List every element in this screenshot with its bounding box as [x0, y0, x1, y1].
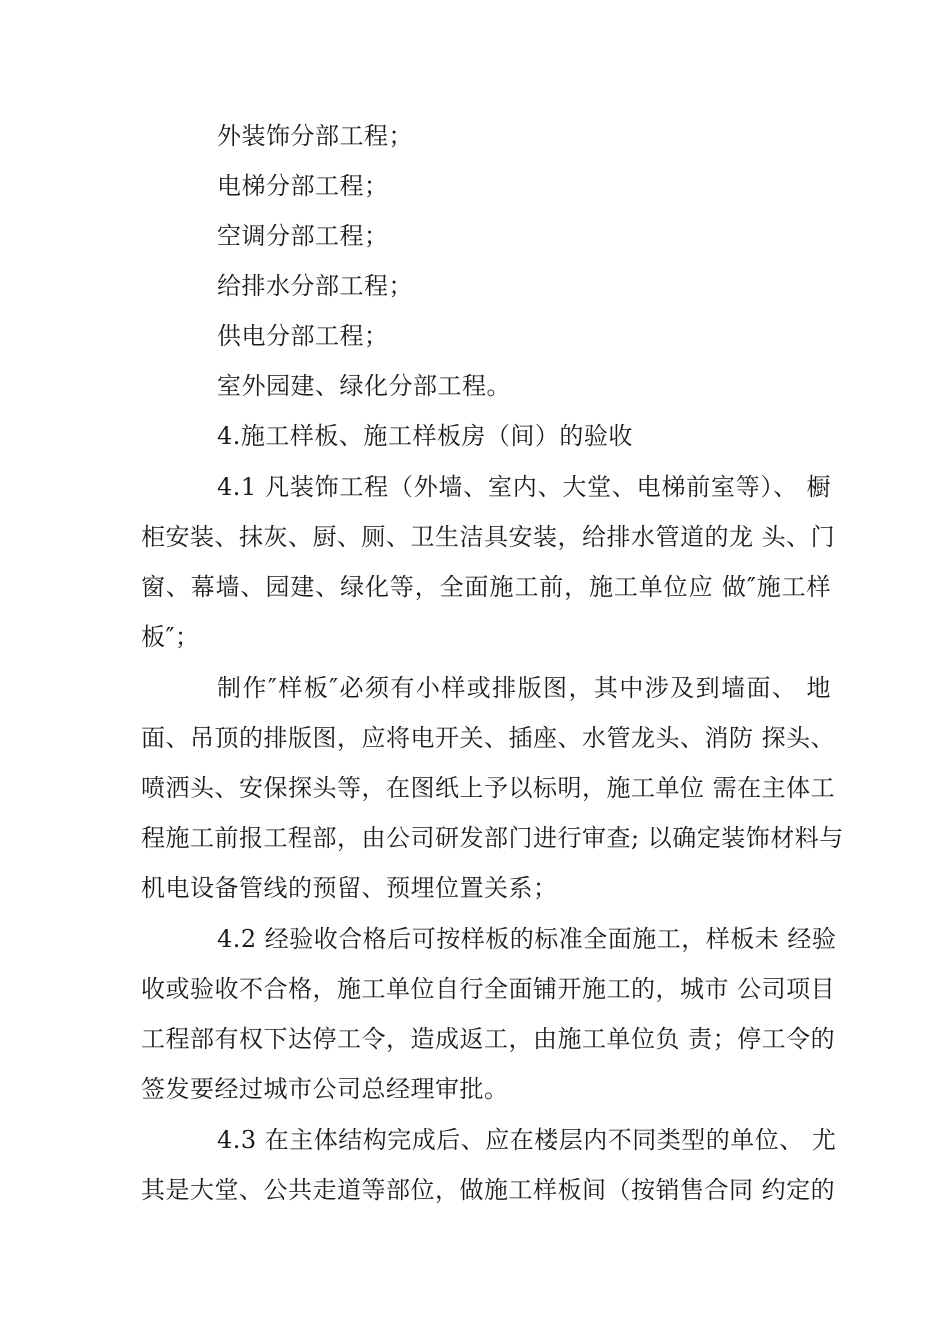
paragraph-sample-line-3: 喷洒头、安保探头等，在图纸上予以标明，施工单位 需在主体工 — [141, 774, 836, 802]
list-item-landscaping: 室外园建、绿化分部工程。 — [217, 372, 511, 400]
paragraph-4-1-line-3: 窗、幕墙、园建、绿化等，全面施工前，施工单位应 做″施工样 — [141, 573, 831, 601]
paragraph-sample-line-1: 制作″样板″必须有小样或排版图，其中涉及到墙面、 地 — [217, 674, 831, 702]
paragraph-sample-line-5: 机电设备管线的预留、预埋位置关系； — [141, 874, 558, 902]
paragraph-4-2-line-2: 收或验收不合格，施工单位自行全面铺开施工的，城市 公司项目 — [141, 975, 836, 1003]
list-item-water-supply-drainage: 给排水分部工程； — [217, 272, 413, 300]
section-heading-4: 4.施工样板、施工样板房（间）的验收 — [217, 422, 633, 450]
paragraph-4-1-line-1: 4.1 凡装饰工程（外墙、室内、大堂、电梯前室等）、 橱 — [217, 473, 831, 501]
paragraph-4-1-line-2: 柜安装、抹灰、厨、厕、卫生洁具安装，给排水管道的龙 头、门 — [141, 523, 836, 551]
paragraph-4-2-line-1: 4.2 经验收合格后可按样板的标准全面施工，样板未 经验 — [217, 925, 837, 953]
list-item-power-supply: 供电分部工程； — [217, 322, 389, 350]
paragraph-4-2-line-3: 工程部有权下达停工令，造成返工，由施工单位负 责；停工令的 — [141, 1025, 836, 1053]
paragraph-4-3-line-1: 4.3 在主体结构完成后、应在楼层内不同类型的单位、 尤 — [217, 1126, 837, 1154]
paragraph-4-1-line-4: 板″； — [141, 623, 200, 651]
list-item-exterior-decoration: 外装饰分部工程； — [217, 122, 413, 150]
paragraph-4-2-line-4: 签发要经过城市公司总经理审批。 — [141, 1075, 509, 1103]
paragraph-sample-line-4: 程施工前报工程部，由公司研发部门进行审查; 以确定装饰材料与 — [141, 824, 844, 852]
list-item-elevator: 电梯分部工程； — [217, 172, 389, 200]
list-item-air-conditioning: 空调分部工程； — [217, 222, 389, 250]
paragraph-4-3-line-2: 其是大堂、公共走道等部位，做施工样板间（按销售合同 约定的 — [141, 1176, 836, 1204]
paragraph-sample-line-2: 面、吊顶的排版图，应将电开关、插座、水管龙头、消防 探头、 — [141, 724, 836, 752]
